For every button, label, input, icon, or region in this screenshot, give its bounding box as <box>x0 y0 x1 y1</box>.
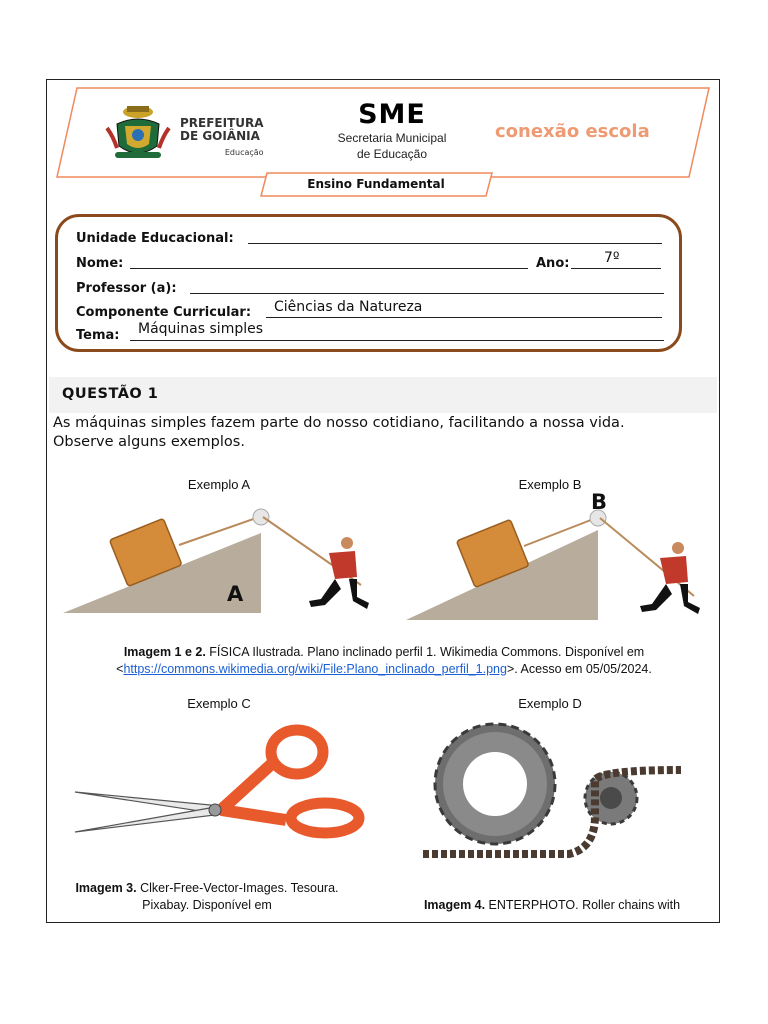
caption-3-bold: Imagem 3. <box>75 881 137 895</box>
prefeitura-line2: DE GOIÂNIA <box>180 129 260 143</box>
scissors-image <box>71 722 371 842</box>
question-text <box>53 414 713 452</box>
sme-title: SME <box>358 99 426 130</box>
prefeitura-line1: PREFEITURA <box>180 116 264 130</box>
worksheet-page <box>46 79 720 923</box>
caption-4-text: ENTERPHOTO. Roller chains with <box>485 898 681 912</box>
caption-3-text: Clker-Free-Vector-Images. Tesoura. <box>136 881 339 895</box>
caption-12-link[interactable]: https://commons.wikimedia.org/wiki/File:Plano_inclinado_perfil_1.png <box>123 662 507 676</box>
caption-images-1-2 <box>57 644 711 678</box>
question-header <box>49 377 717 413</box>
question-text-line2: Observe alguns exemplos. <box>53 434 245 450</box>
nome-label: Nome: <box>76 256 124 271</box>
ano-label: Ano: <box>536 256 570 271</box>
componente-label: Componente Curricular: <box>76 305 252 320</box>
example-c-label: Exemplo C <box>187 696 251 711</box>
ano-value: 7º <box>604 250 620 266</box>
question-title: QUESTÃO 1 <box>62 386 159 402</box>
caption-4-bold: Imagem 4. <box>423 898 486 912</box>
nome-field[interactable] <box>130 254 528 269</box>
marker-b: B <box>591 490 608 514</box>
example-b-label: Exemplo B <box>518 477 582 492</box>
sme-line2: de Educação <box>356 147 428 161</box>
caption-12-lt: < <box>116 662 124 676</box>
caption-image-4 <box>387 897 717 914</box>
caption-3-line2: Pixabay. Disponível em <box>142 898 272 912</box>
question-text-line1: As máquinas simples fazem parte do nosso cotidiano, facilitando a nossa vida. <box>53 415 625 431</box>
prefeitura-logo-text <box>180 117 264 159</box>
inclined-plane-b-image <box>402 500 720 620</box>
level-label: Ensino Fundamental <box>307 177 445 191</box>
example-a-label: Exemplo A <box>187 477 251 492</box>
caption-image-3 <box>57 880 357 914</box>
goiania-coat-of-arms-logo <box>103 102 173 164</box>
caption-12-after: >. Acesso em 05/05/2024. <box>506 662 652 676</box>
marker-a: A <box>227 582 244 606</box>
sme-line1: Secretaria Municipal <box>337 131 447 145</box>
professor-label: Professor (a): <box>76 281 177 296</box>
caption-12-text: FÍSICA Ilustrada. Plano inclinado perfil 1. Wikimedia Commons. Disponível em <box>205 645 645 659</box>
conexao-escola-logo: conexão escola <box>495 121 650 142</box>
unidade-field[interactable] <box>248 229 662 244</box>
prefeitura-sub: Educação <box>224 148 264 157</box>
student-info-box <box>55 214 682 352</box>
example-d-label: Exemplo D <box>518 696 582 711</box>
unidade-label: Unidade Educacional: <box>76 231 234 246</box>
sprocket-chain-image <box>419 716 681 866</box>
professor-field[interactable] <box>190 279 664 294</box>
tema-label: Tema: <box>76 328 120 343</box>
tema-value: Máquinas simples <box>138 321 264 337</box>
caption-12-bold: Imagem 1 e 2. <box>123 645 206 659</box>
componente-value: Ciências da Natureza <box>274 299 423 315</box>
inclined-plane-a-image <box>59 505 389 615</box>
sme-logo <box>327 100 457 162</box>
